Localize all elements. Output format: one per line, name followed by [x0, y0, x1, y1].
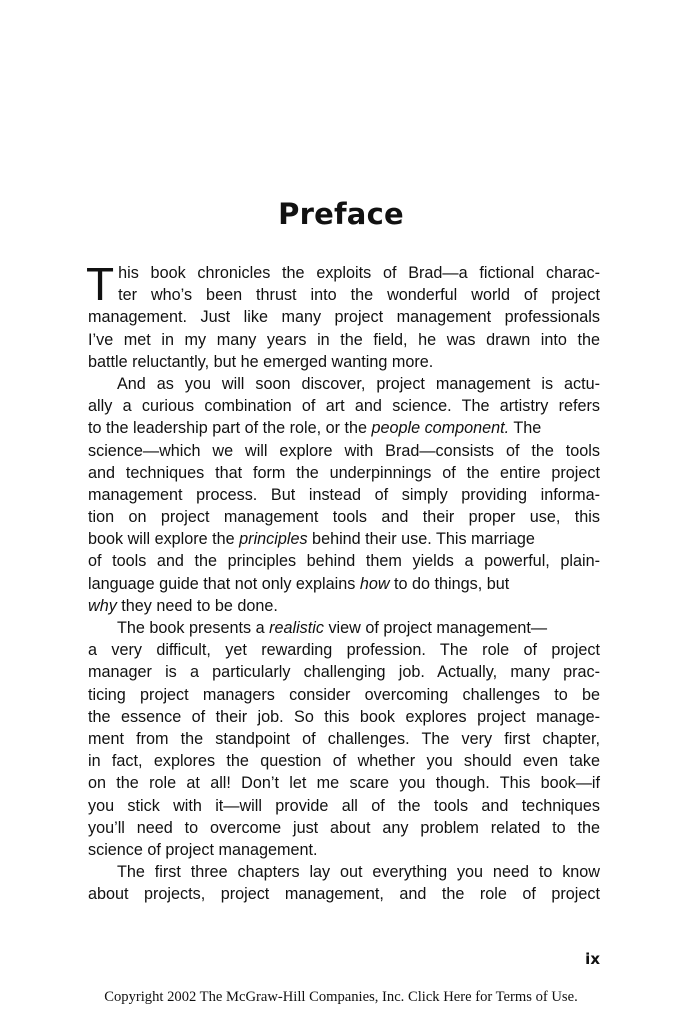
text-segment: The book presents a: [117, 619, 265, 637]
italic-word: why: [88, 596, 117, 615]
text-line: on the role at all! Don’t let me scare you though. This book—if: [88, 774, 600, 793]
italic-word: realistic: [269, 619, 324, 637]
page-title: Preface: [278, 197, 404, 231]
text-line: manager is a particularly challenging job. Actually, many prac-: [88, 663, 600, 682]
text-line: science of project management.: [88, 840, 318, 859]
text-line: And as you will soon discover, project management is actu-: [117, 374, 600, 393]
text-line: [88, 573, 600, 595]
text-line: battle reluctantly, but he emerged wanting more.: [88, 352, 434, 371]
copyright-footer-link[interactable]: Copyright 2002 The McGraw-Hill Companies, Inc. Click Here for Terms of Use.: [104, 989, 578, 1005]
preface-body: [86, 258, 600, 905]
text-line: I’ve met in my many years in the field, he was drawn into the: [88, 330, 600, 349]
text-line: a very difficult, yet rewarding profession. The role of project: [88, 641, 600, 660]
text-line: in fact, explores the question of whether you should even take: [88, 752, 600, 771]
text-line: the essence of their job. So this book explores project manage-: [88, 707, 600, 726]
text-line: The first three chapters lay out everything you need to know: [117, 863, 600, 882]
text-segment: behind their use. This marriage: [307, 530, 535, 549]
opening-paragraph-start: [86, 258, 600, 310]
text-line: tion on project management tools and their proper use, this: [88, 508, 600, 527]
text-line: ter who’s been thrust into the wonderful world of project: [118, 286, 600, 305]
italic-word: principles: [239, 530, 308, 549]
text-segment: The: [509, 419, 542, 438]
text-line: [88, 528, 600, 550]
text-line: you stick with it—will provide all of the tools and techniques: [88, 796, 600, 815]
text-line: you’ll need to overcome just about any problem related to the: [88, 818, 600, 837]
text-segment: they need to be done.: [116, 596, 278, 615]
text-line: management process. But instead of simply providing informa-: [88, 485, 600, 504]
text-line: management. Just like many project management professionals: [88, 308, 600, 327]
text-line: his book chronicles the exploits of Brad—a fictional charac-: [118, 264, 600, 282]
text-line: [88, 617, 600, 639]
text-line: [88, 595, 600, 617]
italic-word: how: [359, 574, 390, 593]
drop-cap: T: [86, 258, 115, 310]
text-line: ally a curious combination of art and science. The artistry refers: [88, 397, 600, 416]
page-number: ix: [585, 950, 600, 968]
text-segment: to do things, but: [389, 574, 510, 593]
text-line: science—which we will explore with Brad—consists of the tools: [88, 441, 600, 460]
text-segment: book will explore the: [88, 530, 235, 549]
text-segment: view of project management—: [323, 619, 548, 637]
text-line: ment from the standpoint of challenges. The very first chapter,: [88, 729, 600, 748]
text-line: [88, 417, 600, 439]
text-line: about projects, project management, and the role of project: [88, 885, 600, 904]
italic-phrase: people component.: [371, 419, 510, 438]
text-line: and techniques that form the underpinnings of the entire project: [88, 463, 600, 482]
text-line: ticing project managers consider overcoming challenges to be: [88, 685, 600, 704]
text-line: of tools and the principles behind them yields a powerful, plain-: [88, 552, 600, 571]
text-segment: language guide that not only explains: [88, 574, 356, 593]
text-segment: to the leadership part of the role, or the: [88, 419, 367, 438]
